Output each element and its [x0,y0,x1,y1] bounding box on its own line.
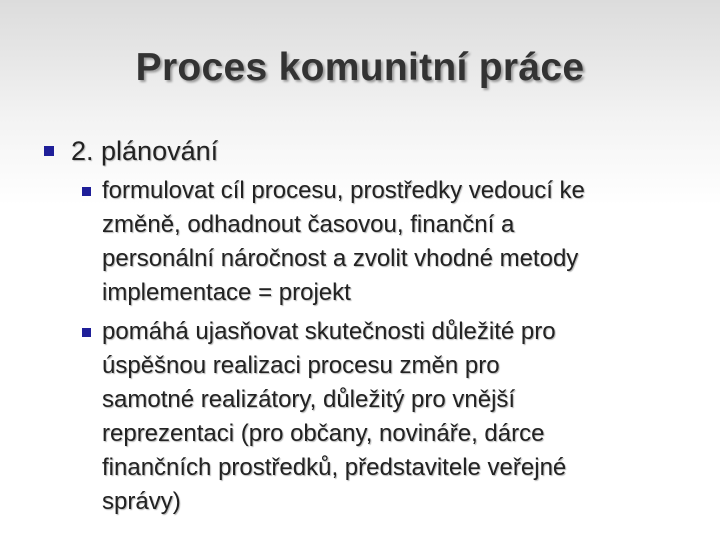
text-line: reprezentaci (pro občany, novináře, dárce [102,420,545,447]
square-bullet-icon [82,187,91,196]
text-line: personální náročnost a zvolit vhodné metody [102,245,579,272]
text-line: správy) [102,488,181,515]
square-bullet-icon [82,328,91,337]
slide-title: Proces komunitní práce [135,46,585,89]
text-line: implementace = projekt [102,279,351,306]
bullet-level1-text: 2. plánování [71,136,219,166]
text-line: samotné realizátory, důležitý pro vnější [102,386,516,413]
text-line: finančních prostředků, představitele veřejné [102,454,567,481]
bullet-level2-text [102,315,682,519]
text-line: formulovat cíl procesu, prostředky vedoucí ke [102,177,585,204]
text-line: pomáhá ujasňovat skutečnosti důležité pro [102,318,556,345]
text-line: změně, odhadnout časovou, finanční a [102,211,515,238]
square-bullet-icon [44,146,54,156]
text-line: úspěšnou realizaci procesu změn pro [102,352,500,379]
bullet-level2-text [102,174,682,310]
